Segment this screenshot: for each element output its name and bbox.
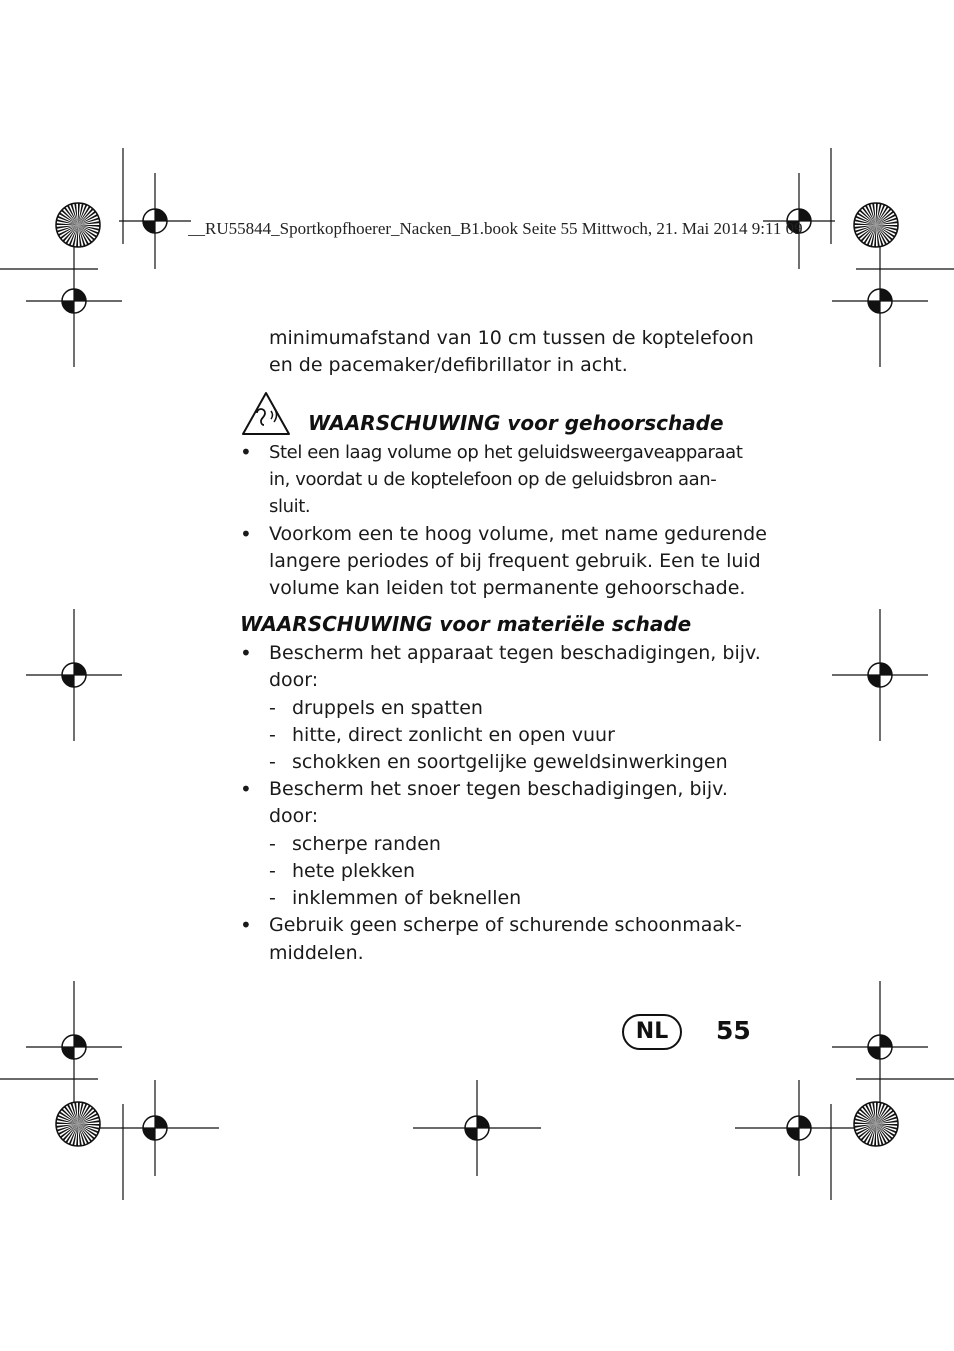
dash-marker: - [269,860,276,882]
page-number: 55 [716,1016,751,1045]
hearing-bullet-2-line-1: Voorkom een te hoog volume, met name gedurende [269,523,767,545]
hearing-bullet-1-line-2: in, voordat u de koptelefoon op de geluidsbron aan- [269,469,717,490]
dash-marker: - [269,887,276,909]
hearing-warning-icon [241,391,297,437]
bullet-marker: • [240,777,252,801]
bullet-marker: • [240,440,252,464]
intro-line-2: en de pacemaker/defibrillator in acht. [269,354,628,376]
material-sub-5: hete plekken [292,860,415,882]
bullet-marker: • [240,913,252,937]
intro-line-1: minimumafstand van 10 cm tussen de koptelefoon [269,327,754,349]
bullet-marker: • [240,641,252,665]
dash-marker: - [269,724,276,746]
material-bullet-3-line-2: middelen. [269,942,364,964]
dash-marker: - [269,833,276,855]
material-sub-4: scherpe randen [292,833,441,855]
bullet-marker: • [240,522,252,546]
material-bullet-1-line-1: Bescherm het apparaat tegen beschadigingen, bijv. [269,642,761,664]
material-bullet-2-line-1: Bescherm het snoer tegen beschadigingen, bijv. [269,778,728,800]
hearing-bullet-2-line-2: langere periodes of bij frequent gebruik. Een te luid [269,550,761,572]
dash-marker: - [269,751,276,773]
material-bullet-1-line-2: door: [269,669,319,691]
warning-hearing-title: WAARSCHUWING voor gehoorschade [308,411,724,435]
material-sub-1: druppels en spatten [292,697,483,719]
warning-material-title: WAARSCHUWING voor materiële schade [240,612,692,636]
material-bullet-3-line-1: Gebruik geen scherpe of schurende schoonmaak- [269,914,742,936]
hearing-bullet-1-line-1: Stel een laag volume op het geluidsweergaveapparaat [269,442,743,463]
material-sub-3: schokken en soortgelijke geweldsinwerkingen [292,751,728,773]
language-badge: NL [622,1014,682,1050]
material-sub-6: inklemmen of beknellen [292,887,522,909]
dash-marker: - [269,697,276,719]
material-bullet-2-line-2: door: [269,805,319,827]
material-sub-2: hitte, direct zonlicht en open vuur [292,724,615,746]
print-file-header: __RU55844_Sportkopfhoerer_Nacken_B1.book Seite 55 Mittwoch, 21. Mai 2014 9:11 09 [188,219,803,238]
hearing-bullet-2-line-3: volume kan leiden tot permanente gehoorschade. [269,577,746,599]
hearing-bullet-1-line-3: sluit. [269,496,311,517]
